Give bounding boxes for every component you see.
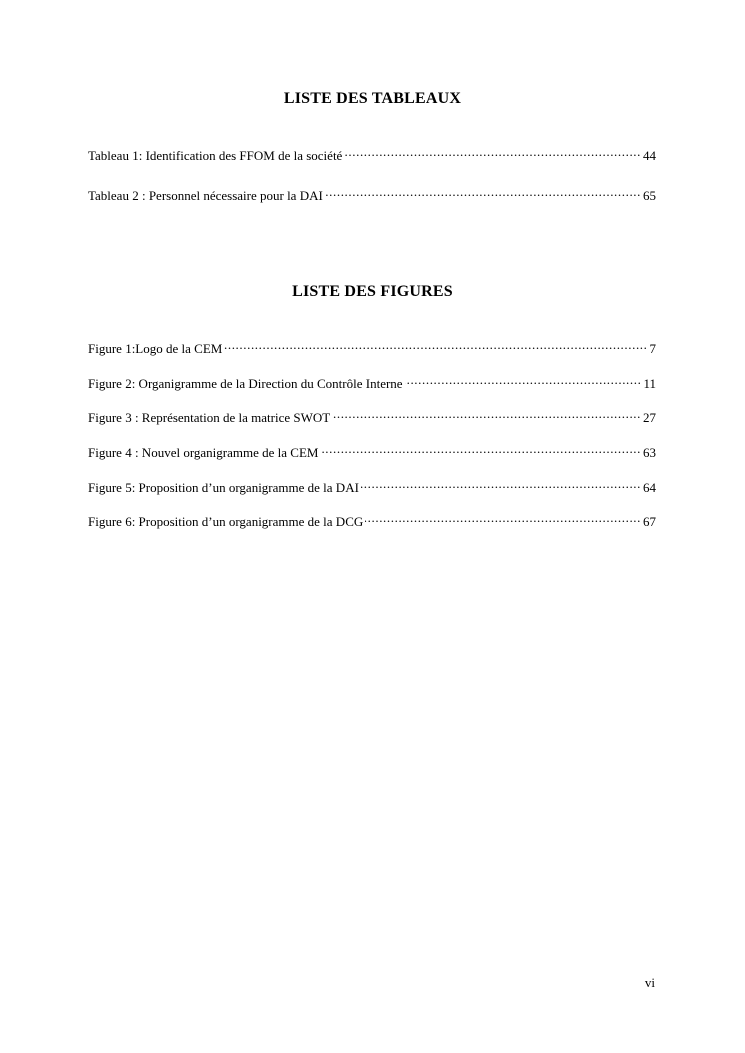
figures-list-title: LISTE DES FIGURES: [292, 283, 453, 300]
toc-entry-page: 44: [643, 148, 656, 163]
toc-entry-figure-6: [88, 510, 656, 530]
dot-leader: [320, 441, 641, 457]
toc-entry-text: Tableau 2 : Personnel nécessaire pour la DAI: [88, 188, 323, 203]
toc-entry-text: Figure 5: Proposition d’un organigramme de la DAI: [88, 480, 359, 495]
dot-leader: [365, 510, 641, 526]
toc-entry-text: Figure 4 : Nouvel organigramme de la CEM: [88, 445, 319, 460]
dot-leader: [224, 337, 647, 353]
dot-leader: [325, 184, 641, 200]
toc-entry-figure-5: [88, 476, 656, 496]
toc-entry-text: Figure 6: Proposition d’un organigramme de la DCG: [88, 514, 364, 529]
toc-entry-figure-1: [88, 337, 656, 357]
toc-entry-page: 63: [643, 445, 656, 460]
toc-entry-text: Tableau 1: Identification des FFOM de la société: [88, 148, 343, 163]
toc-entry-table-1: [88, 144, 656, 164]
dot-leader: [344, 144, 641, 160]
toc-entry-figure-3: [88, 406, 656, 426]
page-number: vi: [644, 975, 655, 990]
dot-leader: [405, 372, 642, 388]
toc-entry-page: 11: [643, 376, 656, 391]
toc-entry-page: 7: [649, 341, 656, 356]
toc-entry-figure-2: [88, 372, 656, 392]
toc-entry-text: Figure 3 : Représentation de la matrice SWOT: [88, 410, 331, 425]
toc-entry-figure-4: [88, 441, 656, 461]
toc-entry-table-2: [88, 184, 656, 204]
toc-entry-page: 27: [643, 410, 656, 425]
dot-leader: [361, 476, 641, 492]
toc-entry-page: 64: [643, 480, 656, 495]
toc-entry-text: Figure 1:Logo de la CEM: [88, 341, 223, 356]
toc-entry-page: 65: [643, 188, 656, 203]
toc-entry-page: 67: [643, 514, 656, 529]
dot-leader: [332, 406, 641, 422]
tables-list-title: LISTE DES TABLEAUX: [283, 90, 462, 107]
toc-entry-text: Figure 2: Organigramme de la Direction du Contrôle Interne: [88, 376, 403, 391]
